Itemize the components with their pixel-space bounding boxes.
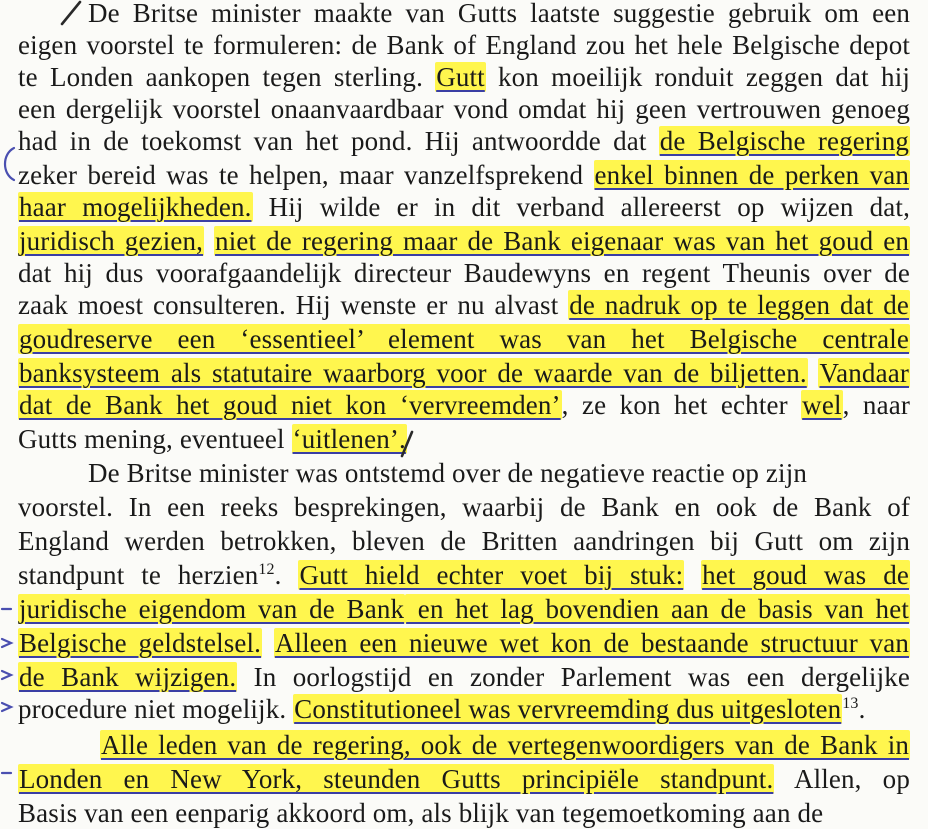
highlighted-text: dat de Bank het goud niet kon ‘vervreemden’ — [19, 390, 561, 420]
text-span — [808, 358, 819, 388]
text-line — [18, 94, 910, 125]
margin-arrow-mark-4 — [0, 700, 14, 714]
highlighted-text: goudreserve een ‘essentieel’ element was van het Belgische centrale — [19, 324, 909, 354]
footnote-ref: 12 — [258, 561, 275, 578]
text-line — [18, 324, 910, 355]
pen-slash-mark-top — [58, 0, 86, 28]
margin-arrow-mark-2 — [0, 636, 14, 650]
text-span: kon moeilijk ronduit zeggen dat hij — [485, 62, 910, 92]
highlighted-text: wel — [802, 390, 842, 420]
text-span: Hij wilde er in dit verband allereerst op wijzen dat, — [252, 192, 910, 222]
highlighted-text: de Bank wijzigen. — [19, 662, 237, 692]
highlighted-text: haar mogelijkheden. — [19, 192, 252, 222]
text-span: Gutts mening, eventueel — [18, 424, 292, 454]
highlighted-text: juridisch gezien, — [19, 226, 204, 256]
highlighted-text: banksysteem als statutaire waarborg voor de waarde van de biljetten. — [19, 358, 807, 388]
text-span: , naar — [842, 390, 910, 420]
text-line — [88, 458, 928, 489]
highlighted-text: Londen en New York, steunden Gutts principiële standpunt. — [19, 764, 774, 794]
text-span: standpunt te herzien — [18, 560, 259, 590]
text-span — [684, 560, 701, 590]
text-line — [100, 730, 910, 761]
highlighted-text: Belgische geldstelsel. — [19, 628, 262, 658]
text-span — [204, 226, 214, 256]
highlighted-text: niet de regering maar de Bank eigenaar was van het goud en — [215, 226, 909, 256]
text-span: . — [858, 694, 866, 724]
text-span: procedure niet mogelijk. — [18, 694, 294, 724]
text-span: zaak moest consulteren. Hij wenste er nu alvast — [18, 290, 569, 320]
text-line — [18, 662, 910, 693]
text-span: zeker bereid was te helpen, maar vanzelfsprekend — [18, 160, 594, 190]
highlighted-text: het goud was de — [702, 560, 909, 590]
margin-dash-mark — [0, 766, 14, 780]
highlighted-text: en het lag bovendien aan de basis van het — [406, 594, 909, 624]
text-line — [18, 694, 928, 725]
text-line — [18, 424, 928, 455]
text-line — [18, 594, 910, 625]
text-span: England werden betrokken, bleven de Britten aandringen bij Gutt om zijn — [18, 526, 910, 556]
highlighted-text: Alle leden van de regering, ook de vertegenwoordigers van de Bank in — [101, 730, 909, 760]
margin-arrow-mark-1 — [0, 602, 14, 616]
text-line — [18, 798, 928, 829]
text-span: had in de toekomst van het pond. Hij antwoordde dat — [18, 126, 659, 156]
text-span: eigen voorstel te formuleren: de Bank of England zou het hele Belgische depot — [18, 30, 910, 60]
text-line — [18, 764, 910, 795]
highlighted-text: juridische eigendom van de Bank — [19, 594, 405, 624]
text-line — [18, 160, 910, 191]
text-line — [18, 226, 910, 257]
pen-slash-mark-end — [396, 428, 420, 460]
highlighted-text: ‘uitlenen’. — [292, 424, 406, 454]
margin-bracket-mark — [0, 144, 20, 184]
text-span: De Britse minister was ontstemd over de negatieve reactie op zijn — [88, 458, 808, 488]
highlighted-text: Constitutioneel was vervreemding dus uitgesloten — [294, 694, 842, 724]
text-line — [18, 628, 910, 659]
margin-arrow-mark-3 — [0, 668, 14, 682]
highlighted-text: Gutt — [436, 62, 485, 92]
text-line — [18, 560, 910, 591]
text-span: dat hij dus voorafgaandelijk directeur Baudewyns en regent Theunis over de — [18, 258, 910, 288]
text-span — [262, 628, 274, 658]
text-line — [18, 390, 910, 421]
highlighted-text: Gutt hield echter voet bij stuk: — [299, 560, 684, 590]
text-span: een dergelijk voorstel onaanvaardbaar vond omdat hij geen vertrouwen genoeg — [18, 94, 910, 124]
text-line — [18, 126, 910, 157]
footnote-ref: 13 — [842, 695, 859, 712]
text-span: voorstel. In een reeks besprekingen, waarbij de Bank en ook de Bank of — [18, 492, 910, 522]
text-span: Basis van een eenparig akkoord om, als blijk van tegemoetkoming aan de — [18, 798, 824, 828]
text-line — [18, 492, 910, 523]
highlighted-text: Vandaar — [819, 358, 909, 388]
text-span: te Londen aankopen tegen sterling. — [18, 62, 436, 92]
text-span: . — [274, 560, 299, 590]
text-line — [88, 0, 910, 29]
text-line — [18, 62, 910, 93]
text-line — [18, 290, 910, 321]
text-span: Allen, op — [774, 764, 910, 794]
text-line — [18, 526, 910, 557]
highlighted-text: enkel binnen de perken van — [594, 160, 909, 190]
text-line — [18, 358, 910, 389]
text-span: In oorlogstijd en zonder Parlement was een dergelijke — [237, 662, 910, 692]
highlighted-text: de nadruk op te leggen dat de — [569, 290, 910, 320]
highlighted-text: Alleen een nieuwe wet kon de bestaande structuur van — [274, 628, 910, 658]
text-span: De Britse minister maakte van Gutts laatste suggestie gebruik om een — [88, 0, 910, 28]
text-line — [18, 258, 910, 289]
text-span: , ze kon het echter — [561, 390, 802, 420]
text-line — [18, 192, 910, 223]
highlighted-text: de Belgische regering — [659, 126, 909, 156]
text-line — [18, 30, 910, 61]
